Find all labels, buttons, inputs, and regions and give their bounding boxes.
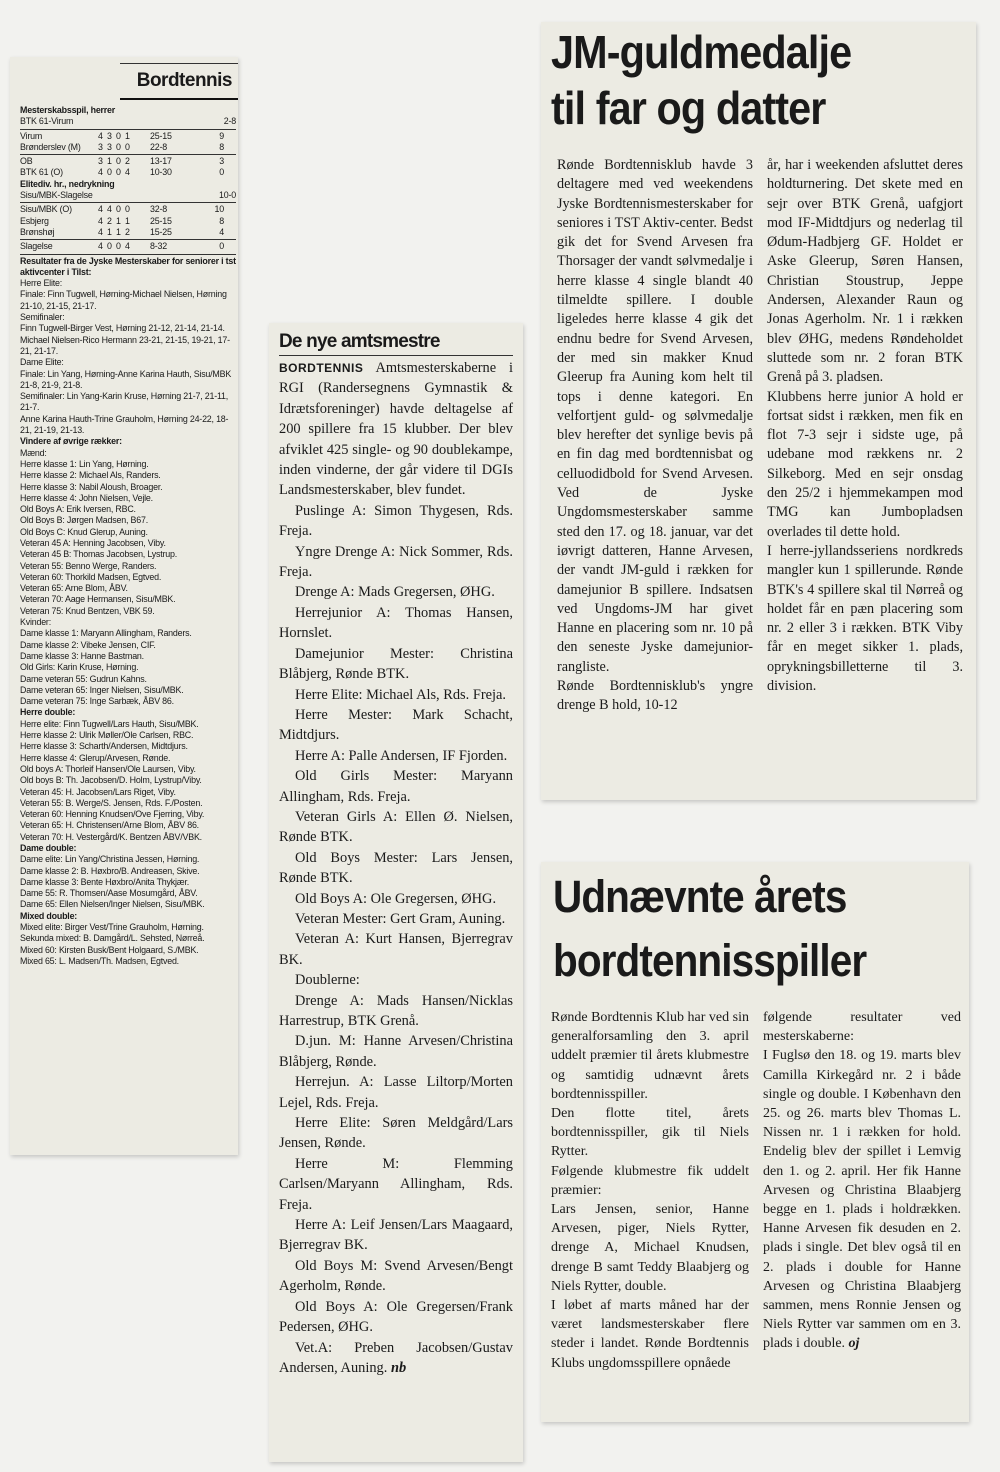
result-line: Mixed elite: Birger Vest/Trine Grauholm, Hørning. <box>20 922 204 933</box>
result-line: Herre klasse 3: Nabil Aloush, Broager. <box>20 481 163 492</box>
table-row: Esbjerg 4 2 1 1 25-15 8 <box>20 215 224 226</box>
spiller-columns <box>551 1008 961 1373</box>
winners-heading: Vindere af øvrige rækker: <box>20 436 122 447</box>
champion-entry: Veteran Girls A: Ellen Ø. Nielsen, Rønde BTK. <box>279 808 513 846</box>
champion-entry: Yngre Drenge A: Nick Sommer, Rds. Freja. <box>279 543 513 581</box>
result-line: Old boys A: Thorleif Hansen/Ole Laursen, Viby. <box>20 763 196 774</box>
result-line: Dame klasse 3: Hanne Bastman. <box>20 650 144 661</box>
result-line: Veteran 70: Aage Hermansen, Sisu/MBK. <box>20 594 176 605</box>
result-line: Herre klasse 1: Lin Yang, Hørning. <box>20 458 149 469</box>
champion-entry: Damejunior Mester: Christina Blåbjerg, Rønde BTK. <box>279 645 513 683</box>
champion-entry: Herre A: Leif Jensen/Lars Maagaard, Bjerregrav BK. <box>279 1217 513 1254</box>
jm-column-1: Rønde Bordtennisklub havde 3 deltagere med ved weekendens Jyske Bordtennismesterskaber for seniores i TST Aktiv-center. Bedst gik det for Svend Arvesen fra Thorsager der vandt sølvmedalje i herre klasse 4 single blandt 40 tilmeldte spillere. I double ligeledes herre klasse 4 gik det endnu bedre for Svend Arvesen, der med sin makker Knud Gleerup fra Auning kom helt til tops i denne kategori. En velfortjent guld- og sølvmedalje blev herefter det synlige bevis på en fin dag med bordtennisbat og celluodidbold for Svend Arvesen. Ved de Jyske Ungdomsmesterskaber samme sted den 17. og 18. januar, var det iøvrigt datteren, Hanne Arvesen, der vandt JM-guld i rækken for damejunior B spillere. Indsatsen ved Ungdoms-JM har givet Hanne en placering som nr. 10 på den seneste Jyske damejunior-rangliste. Rønde Bordtennisklub's yngre drenge B hold, 10-12 <box>557 157 753 714</box>
result-line: Dame klasse 2: B. Høxbro/B. Andreasen, Skive. <box>20 865 200 876</box>
result-line: Old Boys B: Jørgen Madsen, B67. <box>20 515 148 526</box>
result-line: Herre elite: Finn Tugwell/Lars Hauth, Sisu/MBK. <box>20 718 199 729</box>
result-line: Old Girls: Karin Kruse, Hørning. <box>20 662 139 673</box>
spiller-column-2: følgende resultater ved mesterskaberne: I Fuglsø den 18. og 19. marts blev Camilla Kirkegård nr. 2 i både single og double. I København den 25. og 26. marts blev Thomas L. Nissen nr. 1 i rækken for hold. Endelig blev der spillet i Lemvig den 1. og 2. april. Her fik Hanne Arvesen og Christina Blaabjerg begge en 1. plads i holdrækken. Hanne Arvesen fik desuden en 2. plads i single. Det blev også til en 2. plads i double for Hanne Arvesen og Christina Blaabjerg sammen, mens Ronnie Jensen og Niels Rytter var sammen om en 3. plads i double. oj <box>763 1010 961 1352</box>
jm-title-line-2: til far og datter <box>551 82 826 134</box>
champion-entry: Puslinge A: Simon Thygesen, Rds. Freja. <box>279 502 513 540</box>
dame-double-lines <box>20 854 236 910</box>
result-line: Veteran 60: Henning Knudsen/Ove Fjerring, Viby. <box>20 809 205 820</box>
mixed-double-heading: Mixed double: <box>20 910 78 921</box>
result-line: Dame klasse 2: Vibeke Jensen, CIF. <box>20 639 156 650</box>
champion-entry: Old Boys Mester: Lars Jensen, Rønde BTK. <box>279 849 513 887</box>
champion-entry: Drenge A: Mads Hansen/Nicklas Harrestrup, BTK Grenå. <box>279 992 513 1029</box>
result-line: Veteran 75: Knud Bentzen, VBK 59. <box>20 605 155 616</box>
champion-entry: Drenge A: Mads Gregersen, ØHG. <box>295 584 495 601</box>
result-line: Old boys B: Th. Jacobsen/D. Holm, Lystrup/Viby. <box>20 775 202 786</box>
section-title: Elitediv. hr., nedrykning <box>20 178 115 189</box>
result-line: Veteran 70: H. Vestergård/K. Bentzen ÅBV/VBK. <box>20 831 202 842</box>
champion-entry: Veteran A: Kurt Hansen, Bjerregrav BK. <box>279 931 513 968</box>
result-line: Veteran 60: Thorkild Madsen, Egtved. <box>20 571 162 582</box>
results-body <box>20 105 236 967</box>
match-result: BTK 61-Virum 2-8 <box>20 116 236 127</box>
spiller-title-line-1: Udnævnte årets <box>553 871 847 922</box>
amtsmestre-last-entry: Vet.A: Preben Jacobsen/Gustav Andersen, Auning. nb <box>279 1339 513 1376</box>
signature: oj <box>848 1336 860 1352</box>
champion-entry: Doublerne: <box>295 972 360 989</box>
results-header: Bordtennis <box>136 70 232 91</box>
herre-double-lines <box>20 730 236 843</box>
result-line: Veteran 55: B. Werge/S. Jensen, Rds. F./Posten. <box>20 797 203 808</box>
result-line: Veteran 55: Benno Werge, Randers. <box>20 560 157 571</box>
result-line: Herre klasse 3: Scharth/Andersen, Midtdjurs. <box>20 741 188 752</box>
amtsmestre-entries <box>279 501 513 1338</box>
spiller-clipping <box>541 862 969 1422</box>
amtsmestre-clipping <box>269 323 523 1462</box>
result-line: Dame veteran 65: Inger Nielsen, Sisu/MBK. <box>20 684 184 695</box>
result-line: Semifinaler: Lin Yang-Karin Kruse, Hørning 21-7, 21-11, 21-7. <box>20 391 229 413</box>
herre-double-heading: Herre double: <box>20 707 76 718</box>
result-line: Finale: Lin Yang, Hørning-Anne Karina Hauth, Sisu/MBK 21-8, 21-9, 21-8. <box>20 368 232 390</box>
champion-entry: Herrejun. A: Lasse Liltorp/Morten Lejel, Rds. Freja. <box>279 1074 513 1111</box>
champion-entry: Herre Elite: Søren Meldgård/Lars Jensen, Rønde. <box>279 1115 513 1152</box>
result-line: Herre Elite: <box>20 278 62 289</box>
match-result: Sisu/MBK-Slagelse 10-0 <box>20 190 236 201</box>
champion-entry: Herre Mester: Mark Schacht, Midtdjurs. <box>279 706 513 744</box>
result-line: Herre klasse 4: Glerup/Arvesen, Rønde. <box>20 752 171 763</box>
result-line: Mixed 60: Kirsten Busk/Bent Holgaard, S./MBK. <box>20 944 199 955</box>
result-line: Herre klasse 4: John Nielsen, Vejle. <box>20 492 153 503</box>
table-row: Brønshøj 4 1 1 2 15-25 4 <box>20 226 224 237</box>
results-lines <box>20 278 236 436</box>
champion-entry: Herrejunior A: Thomas Hansen, Hornslet. <box>279 604 513 642</box>
result-line: Herre klasse 2: Ulrik Møller/Ole Carlsen, RBC. <box>20 730 194 741</box>
result-line: Finale: Finn Tugwell, Hørning-Michael Nielsen, Hørning 21-10, 21-15, 21-17. <box>20 289 227 311</box>
amtsmestre-headline: De nye amtsmestre <box>279 331 513 356</box>
champion-entry: Old Boys A: Ole Gregersen, ØHG. <box>295 890 497 907</box>
result-line: Veteran 45 B: Thomas Jacobsen, Lystrup. <box>20 549 177 560</box>
mixed-double-lines <box>20 922 236 967</box>
result-line: Dame klasse 3: Bente Høxbro/Anita Thykjær. <box>20 876 190 887</box>
spiller-column-1: Rønde Bordtennis Klub har ved sin generalforsamling den 3. april uddelt præmier til årets klubmestre og samtidig udnævnt årets bordtennisspiller. Den flotte titel, årets bordtennisspiller, gik til Niels Rytter. Følgende klubmestre fik uddelt præmier: Lars Jensen, senior, Hanne Arvesen, piger, Niels Rytter, drenge A, Michael Knudsen, drenge B samt Teddy Blaabjerg og Niels Rytter, double. I løbet af marts måned har der været landsmesterskaber flere steder i landet. Rønde Bordtennis Klubs ungdomsspillere opnåede <box>551 1010 749 1371</box>
result-line: Old Boys A: Erik Iversen, RBC. <box>20 504 136 515</box>
amtsmestre-intro: BORDTENNIS Amtsmesterskaberne i RGI (Randersegnens Gymnastik & Idrætsforeninger) havde deltagelse af 200 spillere fra 15 klubber. Der blev afviklet 425 single- og 90 doublekampe, inden vinderne, der går videre til DGIs Landsmesterskaber, blev fundet. <box>279 360 513 499</box>
champion-entry: Herre Elite: Michael Als, Rds. Freja. <box>295 686 507 703</box>
result-line: Dame 65: Ellen Nielsen/Inger Nielsen, Sisu/MBK. <box>20 899 205 910</box>
amtsmestre-text <box>279 358 513 1378</box>
result-line: Mænd: <box>20 447 47 458</box>
kicker: BORDTENNIS <box>279 361 364 375</box>
table-row: Virum 4 3 0 1 25-15 9 <box>20 130 224 141</box>
result-line: Dame Elite: <box>20 357 64 368</box>
result-line: Michael Nielsen-Rico Hermann 23-21, 21-15, 19-21, 17-21, 21-17. <box>20 334 230 356</box>
result-line: Dame klasse 1: Maryann Allingham, Randers. <box>20 628 192 639</box>
result-line: Dame elite: Lin Yang/Christina Jessen, Hørning. <box>20 854 200 865</box>
champion-entry: Old Boys A: Ole Gregersen/Frank Pedersen, ØHG. <box>279 1298 513 1336</box>
champion-entry: D.jun. M: Hanne Arvesen/Christina Blåbjerg, Rønde. <box>279 1033 513 1070</box>
result-line: Semifinaler: <box>20 312 65 323</box>
results-clipping <box>10 57 238 1155</box>
signature: nb <box>390 1359 407 1376</box>
result-line: Dame veteran 75: Inge Sarbæk, ÅBV 86. <box>20 696 174 707</box>
table-row: Brønderslev (M) 3 3 0 0 22-8 8 <box>20 141 224 152</box>
champion-entry: Old Girls Mester: Maryann Allingham, Rds. Freja. <box>279 768 513 805</box>
result-line: Veteran 65: Arne Blom, ÅBV. <box>20 583 128 594</box>
result-line: Dame 55: R. Thomsen/Aase Mosumgård, ÅBV. <box>20 888 198 899</box>
jm-title-line-1: JM-guldmedalje <box>551 26 852 78</box>
section-title: Mesterskabsspil, herrer <box>20 105 116 115</box>
result-line: Herre klasse 2: Michael Als, Randers. <box>20 470 161 481</box>
result-line: Anne Karina Hauth-Trine Grauholm, Hørning 24-22, 18-21, 21-19, 21-13. <box>20 413 229 436</box>
champion-entry: Old Boys M: Svend Arvesen/Bengt Agerholm, Rønde. <box>279 1257 513 1295</box>
jm-columns <box>557 156 963 716</box>
result-line: Veteran 65: H. Christensen/Arne Blom, ÅBV 86. <box>20 820 199 831</box>
result-line: Mixed 65: L. Madsen/Th. Madsen, Egtved. <box>20 955 179 966</box>
result-line: Veteran 45 A: Henning Jacobsen, Viby. <box>20 537 166 548</box>
result-line: Old Boys C: Knud Glerup, Auning. <box>20 526 148 537</box>
champion-entry: Herre M: Flemming Carlsen/Maryann Allingham, Rds. Freja. <box>279 1155 513 1213</box>
result-line: Kvinder: <box>20 617 51 628</box>
dame-double-heading: Dame double: <box>20 843 77 853</box>
jm-column-2: år, har i weekenden afsluttet deres holdturnering. Det skete med en sejr over BTK Grenå, uafgjort mod IF-Midtdjurs og nederlag til Ødum-Hadbjerg GF. Holdet er Aske Gleerup, Søren Hansen, Christian Stoustrup, Jeppe Andersen, Alexander Raun og Jonas Agerholm. Nr. 1 i rækken blev ØHG, medens Røndeholdet sluttede som nr. 2 foran BTK Grenå på 3. pladsen. Klubbens herre junior A hold er fortsat sidst i rækken, men fik en flot 7-3 sejr i sidste uge, på udebane mod rækkens nr. 2 Silkeborg. Med en sejr onsdag den 25/2 i hjemmekampen mod TMG kan Jumbopladsen overlades til dette hold. I herre-jyllandsseriens nordkreds mangler kun 1 spillerunde. Rønde BTK's 4 spillere skal til Nørreå og holdet får en pæn placering som nr. 2 eller 3 i rækken. BTK Viby får en meget sikker 1. plads, oprykningsbilletterne til 3. division. <box>767 157 963 695</box>
champion-entry: Veteran Mester: Gert Gram, Auning. <box>295 910 506 927</box>
results-header-box <box>120 63 238 100</box>
spiller-title-line-2: bordtennisspiller <box>553 935 867 986</box>
result-line: Veteran 45: H. Jacobsen/Lars Riget, Viby. <box>20 786 176 797</box>
winners-lines <box>20 448 236 708</box>
results-heading: Resultater fra de Jyske Mesterskaber for seniorer i tst aktivcenter i Tilst: <box>20 255 236 277</box>
result-line: Sekunda mixed: B. Damgård/L. Sehsted, Nørreå. <box>20 933 205 944</box>
jm-clipping <box>541 22 976 800</box>
champion-entry: Herre A: Palle Andersen, IF Fjorden. <box>295 747 508 764</box>
table-row: Slagelse 4 0 0 4 8-32 0 <box>20 241 224 252</box>
table-row: Sisu/MBK (O) 4 4 0 0 32-8 10 <box>20 204 224 215</box>
result-line: Finn Tugwell-Birger Vest, Hørning 21-12, 21-14, 21-14. <box>20 323 225 334</box>
table-row: OB 3 1 0 2 13-17 3 <box>20 156 224 167</box>
result-line: Dame veteran 55: Gudrun Kahns. <box>20 673 147 684</box>
table-row: BTK 61 (O) 4 0 0 4 10-30 0 <box>20 167 224 178</box>
